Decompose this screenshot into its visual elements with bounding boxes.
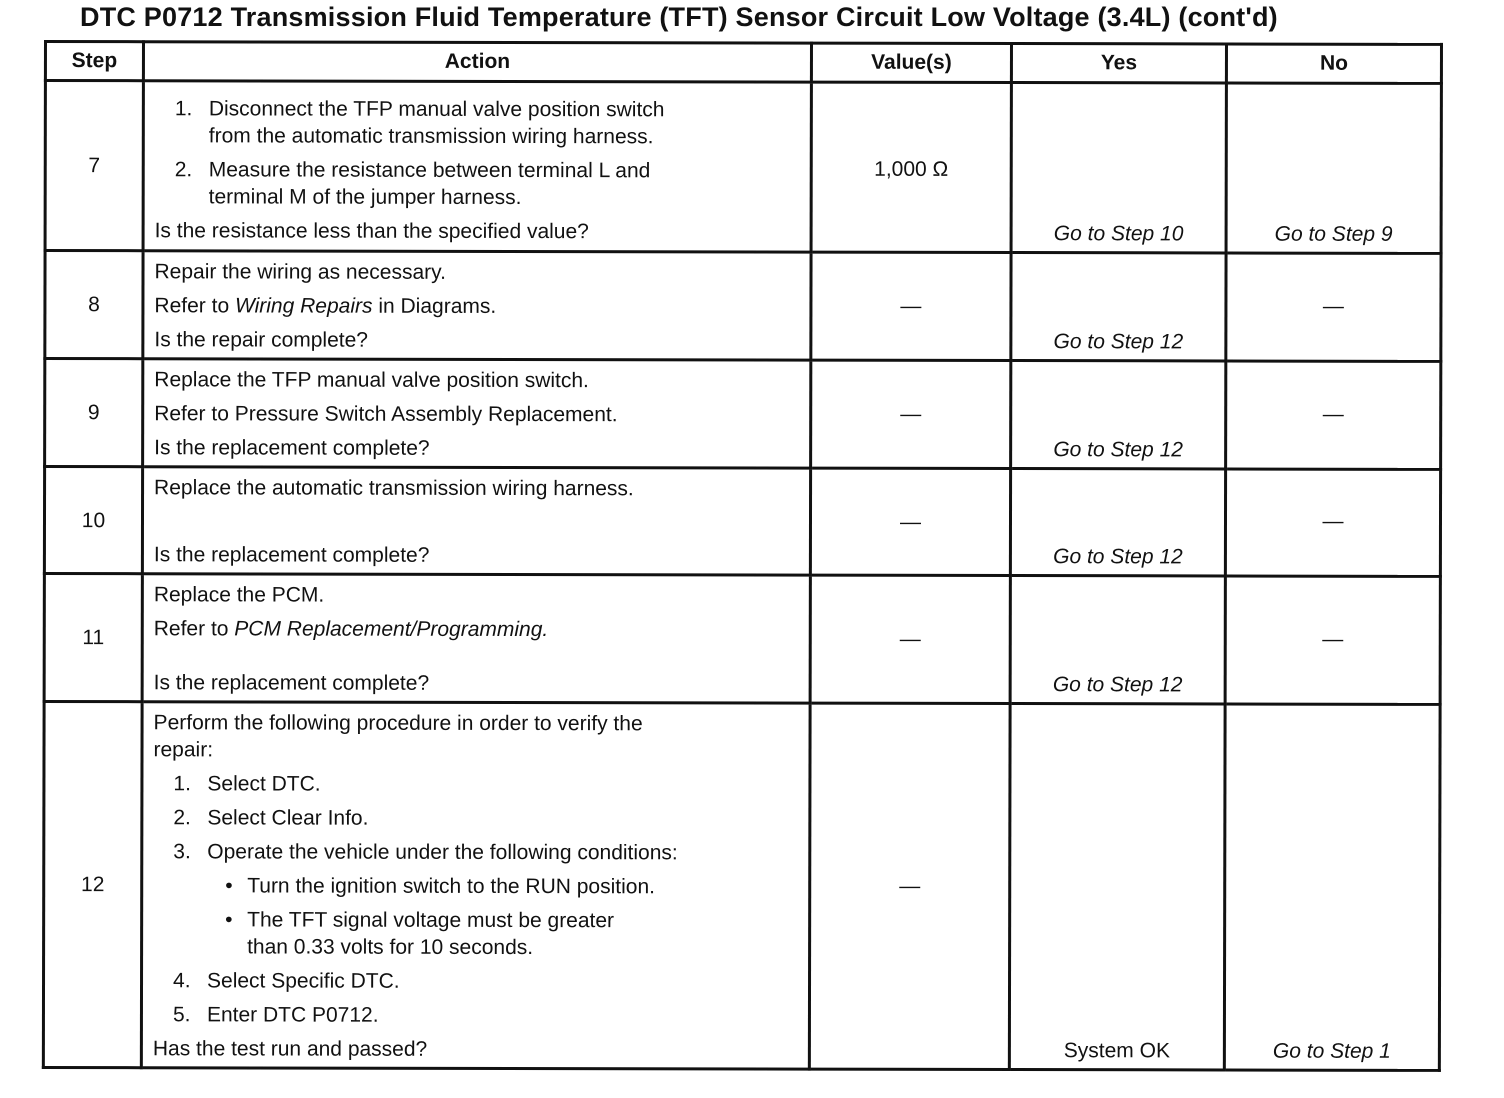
no-result: —	[1322, 402, 1344, 426]
yes-cell	[1011, 361, 1226, 469]
list-item: 2. Measure the resistance between terminal L and terminal M of the jumper harness.	[174, 158, 651, 210]
yes-cell	[1011, 83, 1226, 253]
yes-cell	[1011, 253, 1226, 361]
value-cell: —	[810, 468, 1010, 575]
no-cell	[1226, 253, 1441, 361]
yes-result: Go to Step 12	[1052, 673, 1183, 697]
table-row	[45, 359, 1441, 470]
action-cell: Replace the automatic transmission wiring harness. Is the replacement complete?	[142, 467, 810, 575]
list-item: 1. Disconnect the TFP manual valve position switch from the automatic transmission wiring harness.	[174, 97, 665, 149]
question-text: Is the replacement complete?	[154, 436, 430, 460]
resistance-value: 1,000 Ω	[874, 157, 949, 181]
header-step: Step	[45, 42, 143, 81]
list-item: 3. Operate the vehicle under the following conditions:	[173, 840, 678, 865]
no-result: —	[1322, 627, 1344, 651]
table-row	[44, 574, 1440, 705]
question-text: Is the resistance less than the specified value?	[154, 219, 589, 244]
refer-line: Refer to Wiring Repairs in Diagrams.	[154, 294, 497, 318]
no-cell	[1224, 704, 1440, 1070]
value-cell: —	[809, 703, 1010, 1069]
list-item: 4. Select Specific DTC.	[173, 969, 400, 993]
table-row	[45, 81, 1441, 254]
no-result: Go to Step 9	[1274, 222, 1393, 246]
table-row	[45, 251, 1441, 362]
bullet-item: • The TFT signal voltage must be greater than 0.33 volts for 10 seconds.	[225, 908, 615, 960]
yes-cell	[1009, 704, 1225, 1070]
header-row	[45, 42, 1441, 84]
no-result: Go to Step 1	[1272, 1039, 1391, 1063]
step-number: 10	[44, 467, 142, 574]
no-result: —	[1322, 294, 1344, 318]
header-action: Action	[143, 42, 811, 82]
question-text: Is the repair complete?	[154, 328, 369, 352]
value-cell: —	[811, 252, 1011, 360]
question-text: Is the replacement complete?	[153, 543, 430, 567]
no-result: —	[1322, 509, 1344, 533]
action-cell	[143, 81, 811, 252]
header-yes: Yes	[1011, 44, 1226, 83]
table-row	[44, 467, 1440, 577]
diagnostic-table	[42, 40, 1443, 1072]
list-item: 5. Enter DTC P0712.	[172, 1003, 379, 1027]
header-value: Value(s)	[811, 43, 1011, 82]
page-title: DTC P0712 Transmission Fluid Temperature (TFT) Sensor Circuit Low Voltage (3.4L) (cont'd)	[80, 2, 1278, 32]
step-number: 12	[43, 702, 142, 1068]
value-cell	[811, 82, 1011, 252]
action-cell: Replace the PCM. Refer to PCM Replacement/Programming. Is the replacement complete?	[142, 574, 810, 703]
step-number: 7	[45, 81, 143, 251]
question-text: Is the replacement complete?	[153, 671, 430, 695]
yes-result: Go to Step 12	[1053, 545, 1183, 569]
yes-result: Go to Step 10	[1053, 222, 1184, 246]
bullet-item: • Turn the ignition switch to the RUN position.	[225, 874, 656, 899]
yes-cell	[1010, 576, 1225, 704]
action-cell: Replace the TFP manual valve position switch. Refer to Pressure Switch Assembly Replacement. Is the replacement complete?	[143, 359, 811, 468]
no-cell	[1225, 469, 1440, 576]
yes-result: Go to Step 12	[1053, 330, 1184, 354]
question-text: Has the test run and passed?	[152, 1037, 428, 1061]
value-cell: —	[810, 575, 1010, 703]
table-row	[43, 702, 1440, 1071]
action-cell: Repair the wiring as necessary. Refer to Wiring Repairs in Diagrams. Is the repair complete?	[143, 251, 811, 360]
step-number: 11	[44, 574, 142, 702]
header-no: No	[1226, 44, 1441, 83]
yes-result: System OK	[1063, 1039, 1171, 1063]
no-cell	[1226, 83, 1441, 253]
list-item: 2. Select Clear Info.	[173, 806, 369, 830]
yes-cell	[1010, 469, 1225, 576]
value-cell: —	[811, 360, 1011, 468]
no-cell	[1225, 576, 1440, 704]
action-cell: Perform the following procedure in order to verify the repair: 1. Select DTC. 2. Select Clear Info. 3. Operate the vehicle under the following conditions: • Turn the ignition switch to the RUN position. • The TFT signal voltage must be greater than 0.33 volts for 10 seconds. 4. Select Specific DTC. 5. Enter DTC P0712. Has the test run and passed?	[141, 702, 810, 1069]
step-number: 8	[45, 251, 143, 359]
step-number: 9	[45, 359, 143, 467]
list-item: 1. Select DTC.	[173, 772, 321, 796]
yes-result: Go to Step 12	[1053, 438, 1183, 462]
no-cell	[1226, 361, 1441, 469]
refer-line: Refer to PCM Replacement/Programming.	[153, 617, 549, 642]
